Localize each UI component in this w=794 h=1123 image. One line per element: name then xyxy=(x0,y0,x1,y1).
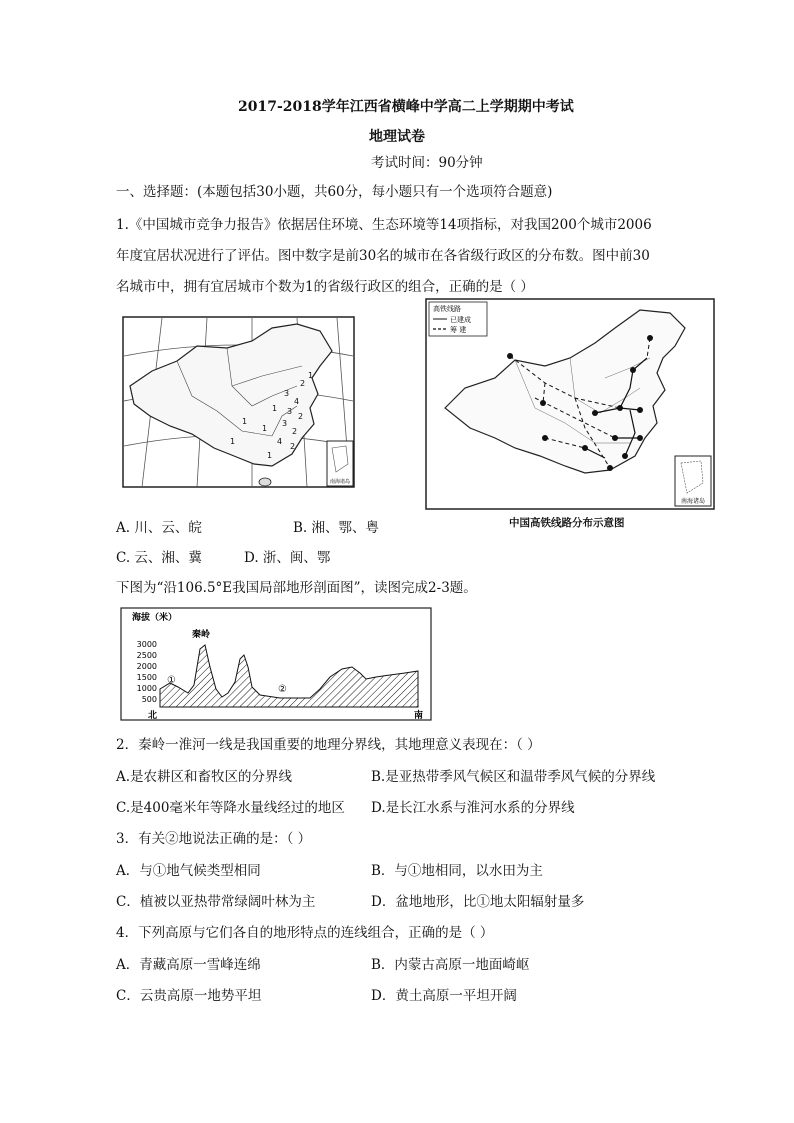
profile-tick: 3000 xyxy=(136,640,157,649)
profile-south: 南 xyxy=(414,711,424,721)
map-number: 1 xyxy=(230,437,236,446)
q1-option-c: C. 云、湘、冀 xyxy=(116,550,202,566)
profile-peak-label: 秦岭 xyxy=(192,630,211,640)
map-number: 1 xyxy=(272,404,278,413)
q3-option-b: B．与①地相同，以水田为主 xyxy=(371,863,543,879)
map-number: 1 xyxy=(262,424,268,433)
q1-line-1: 1.《中国城市竞争力报告》依据居住环境、生态环境等14项指标，对我国200个城市2006 xyxy=(116,217,652,233)
map-number: 2 xyxy=(290,442,296,451)
exam-title: 2017-2018学年江西省横峰中学高二上学期期中考试 xyxy=(238,99,574,115)
map-number: 1 xyxy=(267,451,273,460)
q3-option-c: C．植被以亚热带常绿阔叶林为主 xyxy=(116,894,316,910)
intro-questions-2-3: 下图为“沿106.5°E我国局部地形剖面图”，读图完成2-3题。 xyxy=(116,580,477,596)
q1-option-b: B. 湘、鄂、粤 xyxy=(293,520,380,536)
q4-option-b: B．内蒙古高原一地面崎岖 xyxy=(371,957,530,973)
q1-option-d: D. 浙、闽、鄂 xyxy=(244,550,331,566)
map-number: 1 xyxy=(308,371,314,380)
q1-line-2: 年度宜居状况进行了评估。图中数字是前30名的城市在各省级行政区的分布数。图中前30 xyxy=(116,248,650,264)
q1-option-a: A. 川、云、皖 xyxy=(116,520,202,536)
profile-tick: 500 xyxy=(141,695,157,704)
q2-stem: 2．秦岭一淮河一线是我国重要的地理分界线，其地理意义表现在：（ ） xyxy=(116,737,541,753)
profile-tick: 1000 xyxy=(136,684,157,693)
map-number: 4 xyxy=(294,397,300,406)
profile-marker-1: ① xyxy=(167,675,176,686)
profile-tick: 1500 xyxy=(136,673,157,682)
q4-option-d: D．黄土高原一平坦开阔 xyxy=(371,988,517,1004)
profile-tick: 2000 xyxy=(136,662,157,671)
q2-option-c: C.是400毫米年等降水量线经过的地区 xyxy=(116,800,345,816)
china-city-map xyxy=(122,316,355,488)
q2-option-d: D.是长江水系与淮河水系的分界线 xyxy=(371,800,575,816)
q4-stem: 4．下列高原与它们各自的地形特点的连线组合，正确的是（ ） xyxy=(116,925,494,941)
q4-option-c: C．云贵高原一地势平坦 xyxy=(116,988,262,1004)
map-number: 3 xyxy=(284,389,290,398)
railway-map-caption: 中国高铁线路分布示意图 xyxy=(509,517,625,529)
q1-line-3: 名城市中，拥有宜居城市个数为1的省级行政区的组合，正确的是（ ） xyxy=(116,279,534,295)
china-railway-map xyxy=(425,298,715,510)
q3-option-d: D．盆地地形，比①地太阳辐射量多 xyxy=(371,894,585,910)
profile-tick: 2500 xyxy=(136,651,157,660)
left-inset-label: 南海诸岛 xyxy=(329,479,351,485)
profile-ylabel: 海拔（米） xyxy=(132,613,178,623)
q2-option-b: B.是亚热带季风气候区和温带季风气候的分界线 xyxy=(371,769,656,785)
q3-stem: 3．有关②地说法正确的是：（ ） xyxy=(116,831,312,847)
map-number: 4 xyxy=(277,437,283,446)
right-inset-label: 南海诸岛 xyxy=(680,498,706,505)
legend-built: 已建成 xyxy=(450,316,471,324)
q3-option-a: A．与①地气候类型相同 xyxy=(116,863,261,879)
exam-subtitle: 地理试卷 xyxy=(369,129,425,145)
map-number: 1 xyxy=(242,417,248,426)
profile-marker-2: ② xyxy=(278,684,287,695)
q2-option-a: A.是农耕区和畜牧区的分界线 xyxy=(116,769,293,785)
map-number: 3 xyxy=(287,407,293,416)
profile-north: 北 xyxy=(148,711,158,721)
map-number: 2 xyxy=(300,379,306,388)
legend-planned: 筹 建 xyxy=(450,326,467,334)
map-number: 3 xyxy=(282,419,288,428)
map-number: 2 xyxy=(292,427,298,436)
legend-title: 高铁线路 xyxy=(433,305,461,313)
exam-time: 考试时间：90分钟 xyxy=(371,155,483,171)
section-heading: 一、选择题：(本题包括30小题，共60分，每小题只有一个选项符合题意) xyxy=(116,184,553,200)
terrain-profile xyxy=(120,607,432,722)
q4-option-a: A．青藏高原一雪峰连绵 xyxy=(116,957,261,973)
map-number: 2 xyxy=(298,412,304,421)
